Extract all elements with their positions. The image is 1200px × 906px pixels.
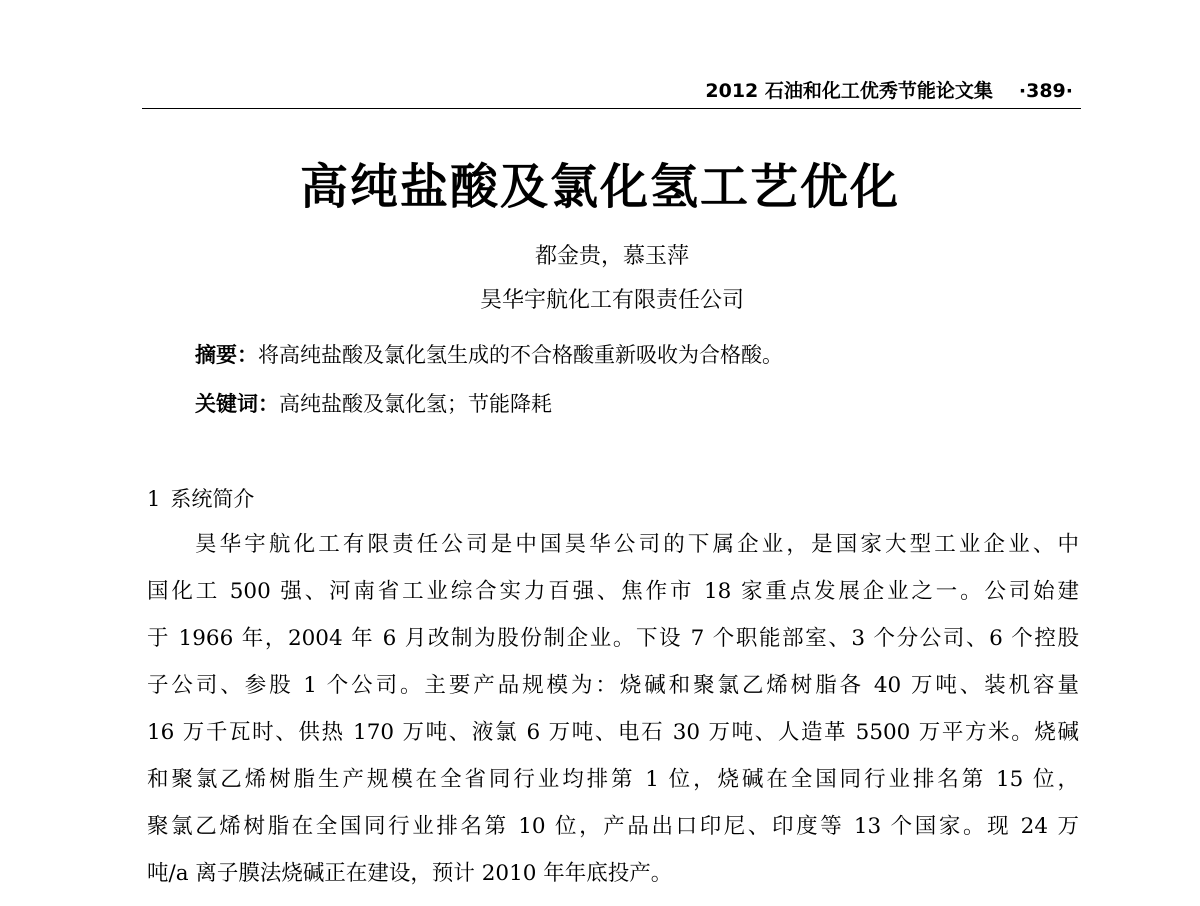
abstract <box>195 340 783 370</box>
keywords-label: 关键词： <box>195 392 279 416</box>
journal-name: 2012 石油和化工优秀节能论文集 <box>705 80 993 102</box>
paper-authors: 都金贵，慕玉萍 <box>534 244 689 269</box>
body-line: 子公司、参股 1 个公司。主要产品规模为：烧碱和聚氯乙烯树脂各 40 万吨、装机容量 <box>147 673 1079 698</box>
keywords-text: 高纯盐酸及氯化氢；节能降耗 <box>279 392 552 416</box>
paper-affiliation: 昊华宇航化工有限责任公司 <box>479 288 744 313</box>
section-heading <box>147 484 254 514</box>
abstract-label: 摘要： <box>195 343 258 367</box>
body-line: 聚氯乙烯树脂在全国同行业排名第 10 位，产品出口印尼、印度等 13 个国家。现 24 万 <box>147 814 1079 839</box>
body-line: 16 万千瓦时、供热 170 万吨、液氯 6 万吨、电石 30 万吨、人造革 5500 万平方米。烧碱 <box>147 720 1079 745</box>
section-number: 1 <box>147 487 161 511</box>
body-line: 和聚氯乙烯树脂生产规模在全省同行业均排第 1 位，烧碱在全国同行业排名第 15 位， <box>147 767 1079 792</box>
section-title: 系统简介 <box>170 487 255 511</box>
keywords <box>195 389 552 419</box>
running-header <box>142 75 1081 109</box>
paper-title: 高纯盐酸及氯化氢工艺优化 <box>299 159 900 215</box>
body-line: 吨/a 离子膜法烧碱正在建设，预计 2010 年年底投产。 <box>147 861 673 886</box>
page-number: ·389· <box>1018 80 1073 102</box>
body-line: 于 1966 年，2004 年 6 月改制为股份制企业。下设 7 个职能部室、3 个分公司、6 个控股 <box>147 626 1079 651</box>
header-divider <box>142 108 1081 109</box>
abstract-text: 将高纯盐酸及氯化氢生成的不合格酸重新吸收为合格酸。 <box>258 343 783 367</box>
header-text <box>705 79 1073 103</box>
body-line: 昊华宇航化工有限责任公司是中国昊华公司的下属企业，是国家大型工业企业、中 <box>195 532 1079 557</box>
body-line: 国化工 500 强、河南省工业综合实力百强、焦作市 18 家重点发展企业之一。公司始建 <box>147 579 1079 604</box>
